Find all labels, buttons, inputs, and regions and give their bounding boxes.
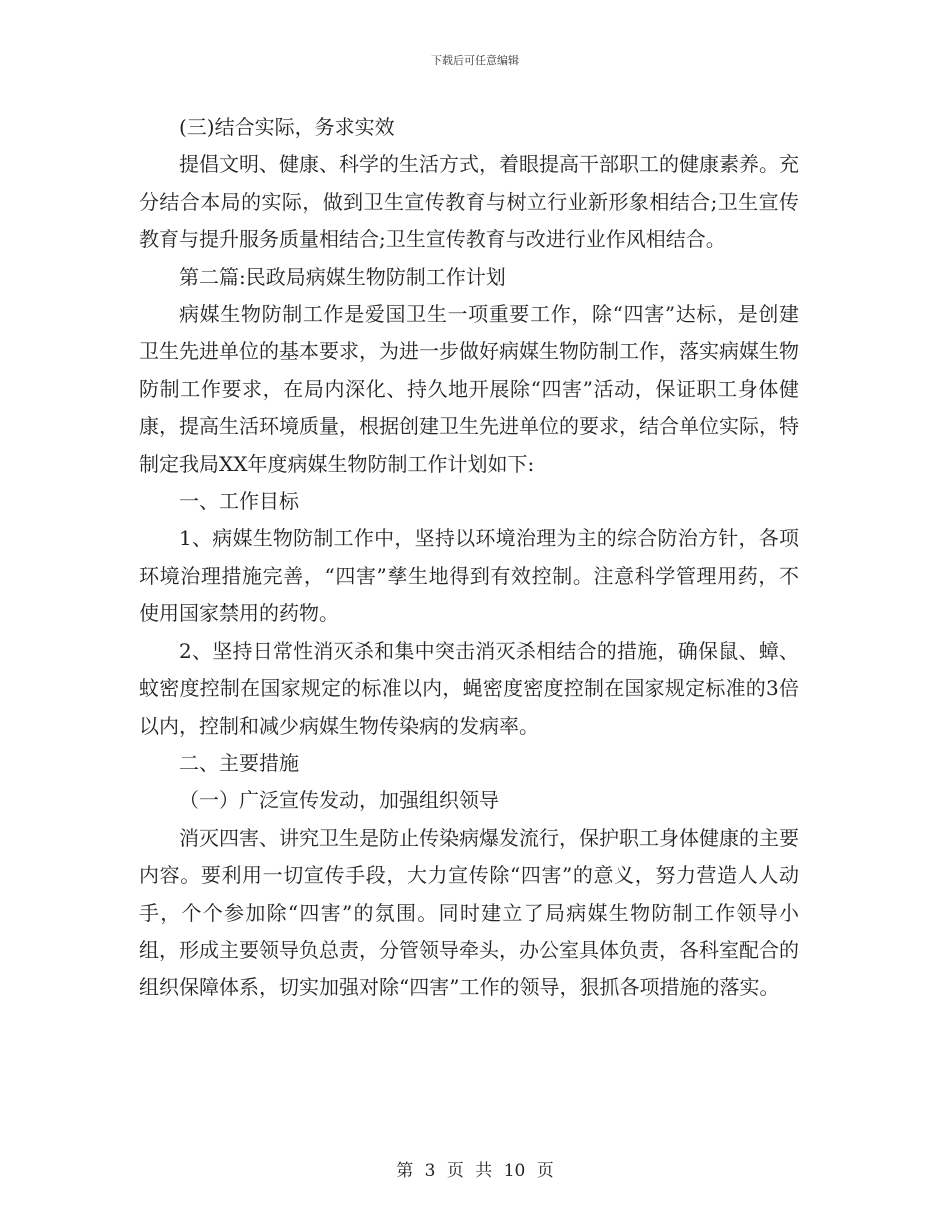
document-body [139,109,799,1007]
paragraph: 提倡文明、健康、科学的生活方式，着眼提高干部职工的健康素养。充分结合本局的实际，做到卫生宣传教育与树立行业新形象相结合;卫生宣传教育与提升服务质量相结合;卫生宣传教育与改进行业作风相结合。 [139,152,799,252]
paragraph: 2、坚持日常性消灭杀和集中突击消灭杀相结合的措施，确保鼠、蟑、蚊密度控制在国家规定的标准以内，蝇密度密度控制在国家规定标准的3倍以内，控制和减少病媒生物传染病的发病率。 [139,638,799,738]
subsection-heading: （一）广泛宣传发动，加强组织领导 [179,788,499,813]
page-number: 第 3 页 共 10 页 [396,1161,554,1181]
section-heading-goals: 一、工作目标 [179,489,299,514]
paragraph: 病媒生物防制工作是爱国卫生一项重要工作，除“四害”达标，是创建卫生先进单位的基本要求，为进一步做好病媒生物防制工作，落实病媒生物防制工作要求，在局内深化、持久地开展除“四害”活动，保证职工身体健康，提高生活环境质量，根据创建卫生先进单位的要求，结合单位实际，特制定我局XX年度病媒生物防制工作计划如下: [139,302,799,476]
section-heading-3: (三)结合实际，务求实效 [179,115,395,139]
paragraph: 消灭四害、讲究卫生是防止传染病爆发流行，保护职工身体健康的主要内容。要利用一切宣传手段，大力宣传除“四害”的意义，努力营造人人动手，个个参加除“四害”的氛围。同时建立了局病媒生物防制工作领导小组，形成主要领导负总责，分管领导牵头，办公室具体负责，各科室配合的组织保障体系，切实加强对除“四害”工作的领导，狠抓各项措施的落实。 [139,825,799,1000]
page-header-note: 下载后可任意编辑 [431,54,519,67]
paragraph: 1、病媒生物防制工作中，坚持以环境治理为主的综合防治方针，各项环境治理措施完善，“四害”孳生地得到有效控制。注意科学管理用药，不使用国家禁用的药物。 [139,526,799,626]
chapter-title: 第二篇:民政局病媒生物防制工作计划 [179,264,506,289]
section-heading-measures: 二、主要措施 [179,750,299,775]
